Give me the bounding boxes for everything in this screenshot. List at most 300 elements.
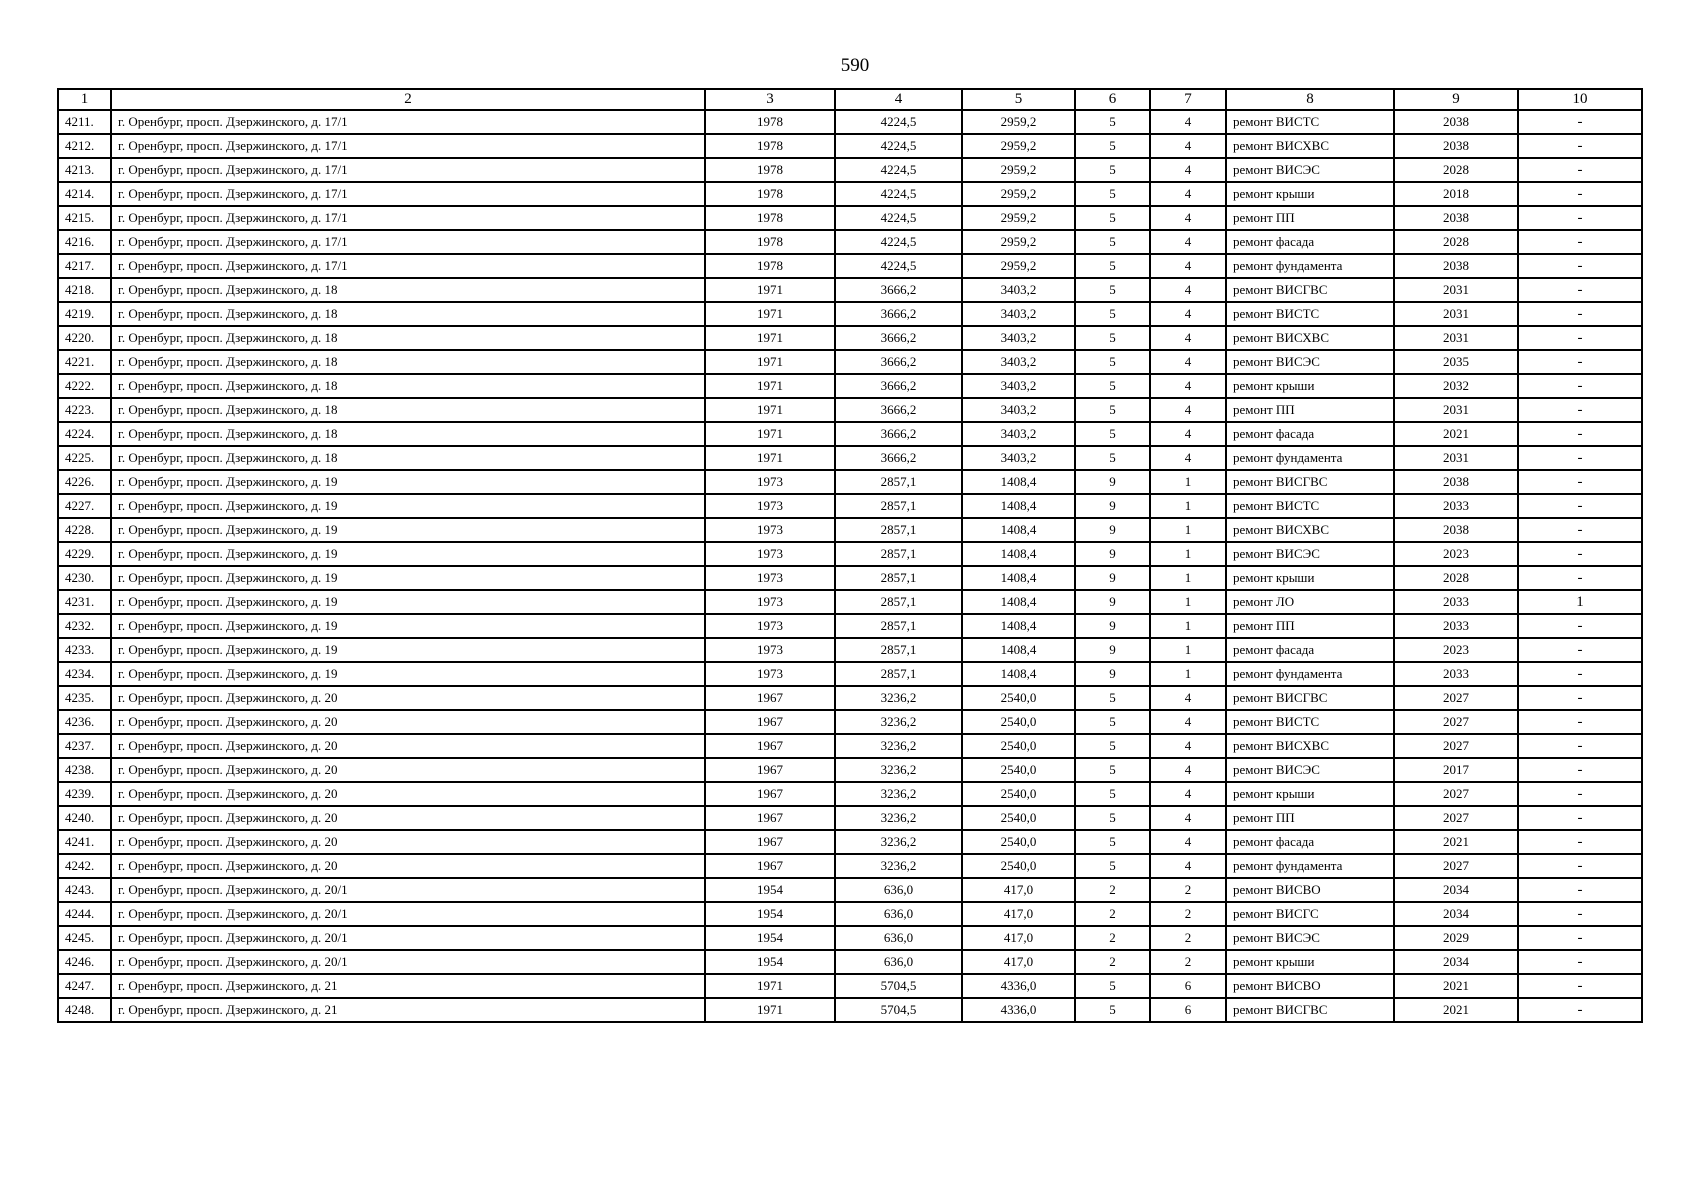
living-area-cell: 1408,4: [962, 470, 1075, 494]
planned-year-cell: 2018: [1394, 182, 1518, 206]
floors-cell: 5: [1075, 734, 1150, 758]
entrances-cell: 4: [1150, 686, 1226, 710]
col10-cell: -: [1518, 974, 1642, 998]
year-cell: 1973: [705, 638, 835, 662]
planned-year-cell: 2035: [1394, 350, 1518, 374]
work-type-cell: ремонт ВИСГВС: [1226, 686, 1394, 710]
entrances-cell: 4: [1150, 350, 1226, 374]
table-row: [58, 998, 1642, 1022]
year-cell: 1971: [705, 302, 835, 326]
total-area-cell: 3666,2: [835, 278, 962, 302]
header-cell: 2: [111, 89, 705, 110]
col10-cell: -: [1518, 950, 1642, 974]
col10-cell: -: [1518, 638, 1642, 662]
floors-cell: 2: [1075, 878, 1150, 902]
work-type-cell: ремонт фасада: [1226, 230, 1394, 254]
planned-year-cell: 2021: [1394, 422, 1518, 446]
address-cell: г. Оренбург, просп. Дзержинского, д. 20: [111, 734, 705, 758]
header-cell: 4: [835, 89, 962, 110]
year-cell: 1971: [705, 446, 835, 470]
row-number: 4234.: [58, 662, 111, 686]
col10-cell: -: [1518, 182, 1642, 206]
row-number: 4233.: [58, 638, 111, 662]
col10-cell: -: [1518, 350, 1642, 374]
work-type-cell: ремонт ВИСТС: [1226, 110, 1394, 134]
floors-cell: 9: [1075, 518, 1150, 542]
entrances-cell: 4: [1150, 374, 1226, 398]
entrances-cell: 4: [1150, 806, 1226, 830]
address-cell: г. Оренбург, просп. Дзержинского, д. 19: [111, 662, 705, 686]
total-area-cell: 2857,1: [835, 662, 962, 686]
address-cell: г. Оренбург, просп. Дзержинского, д. 18: [111, 302, 705, 326]
work-type-cell: ремонт ВИСЭС: [1226, 158, 1394, 182]
row-number: 4248.: [58, 998, 111, 1022]
planned-year-cell: 2027: [1394, 806, 1518, 830]
year-cell: 1971: [705, 278, 835, 302]
address-cell: г. Оренбург, просп. Дзержинского, д. 17/1: [111, 230, 705, 254]
entrances-cell: 1: [1150, 638, 1226, 662]
floors-cell: 5: [1075, 422, 1150, 446]
header-cell: 10: [1518, 89, 1642, 110]
address-cell: г. Оренбург, просп. Дзержинского, д. 20: [111, 710, 705, 734]
work-type-cell: ремонт ВИСХВС: [1226, 734, 1394, 758]
address-cell: г. Оренбург, просп. Дзержинского, д. 18: [111, 350, 705, 374]
address-cell: г. Оренбург, просп. Дзержинского, д. 19: [111, 494, 705, 518]
row-number: 4225.: [58, 446, 111, 470]
total-area-cell: 3666,2: [835, 302, 962, 326]
row-number: 4246.: [58, 950, 111, 974]
address-cell: г. Оренбург, просп. Дзержинского, д. 19: [111, 614, 705, 638]
living-area-cell: 2540,0: [962, 854, 1075, 878]
address-cell: г. Оренбург, просп. Дзержинского, д. 20/1: [111, 902, 705, 926]
address-cell: г. Оренбург, просп. Дзержинского, д. 20/1: [111, 926, 705, 950]
work-type-cell: ремонт ВИСХВС: [1226, 326, 1394, 350]
entrances-cell: 2: [1150, 950, 1226, 974]
living-area-cell: 3403,2: [962, 422, 1075, 446]
address-cell: г. Оренбург, просп. Дзержинского, д. 21: [111, 998, 705, 1022]
table-row: [58, 542, 1642, 566]
entrances-cell: 1: [1150, 494, 1226, 518]
col10-cell: 1: [1518, 590, 1642, 614]
living-area-cell: 2959,2: [962, 110, 1075, 134]
row-number: 4213.: [58, 158, 111, 182]
entrances-cell: 4: [1150, 422, 1226, 446]
living-area-cell: 417,0: [962, 902, 1075, 926]
floors-cell: 2: [1075, 926, 1150, 950]
address-cell: г. Оренбург, просп. Дзержинского, д. 18: [111, 398, 705, 422]
living-area-cell: 3403,2: [962, 278, 1075, 302]
planned-year-cell: 2027: [1394, 710, 1518, 734]
work-type-cell: ремонт ПП: [1226, 614, 1394, 638]
living-area-cell: 2540,0: [962, 758, 1075, 782]
col10-cell: -: [1518, 134, 1642, 158]
year-cell: 1971: [705, 350, 835, 374]
year-cell: 1973: [705, 662, 835, 686]
work-type-cell: ремонт ПП: [1226, 206, 1394, 230]
table-row: [58, 158, 1642, 182]
address-cell: г. Оренбург, просп. Дзержинского, д. 19: [111, 638, 705, 662]
col10-cell: -: [1518, 806, 1642, 830]
row-number: 4243.: [58, 878, 111, 902]
table-row: [58, 854, 1642, 878]
work-type-cell: ремонт крыши: [1226, 950, 1394, 974]
table-row: [58, 782, 1642, 806]
living-area-cell: 417,0: [962, 926, 1075, 950]
entrances-cell: 4: [1150, 326, 1226, 350]
address-cell: г. Оренбург, просп. Дзержинского, д. 19: [111, 566, 705, 590]
address-cell: г. Оренбург, просп. Дзержинского, д. 20/1: [111, 950, 705, 974]
living-area-cell: 1408,4: [962, 614, 1075, 638]
planned-year-cell: 2033: [1394, 662, 1518, 686]
year-cell: 1967: [705, 734, 835, 758]
row-number: 4232.: [58, 614, 111, 638]
row-number: 4247.: [58, 974, 111, 998]
col10-cell: -: [1518, 278, 1642, 302]
col10-cell: -: [1518, 422, 1642, 446]
planned-year-cell: 2034: [1394, 950, 1518, 974]
table-row: [58, 830, 1642, 854]
col10-cell: -: [1518, 374, 1642, 398]
living-area-cell: 1408,4: [962, 494, 1075, 518]
work-type-cell: ремонт ВИСВО: [1226, 974, 1394, 998]
header-cell: 9: [1394, 89, 1518, 110]
row-number: 4236.: [58, 710, 111, 734]
work-type-cell: ремонт крыши: [1226, 782, 1394, 806]
total-area-cell: 3666,2: [835, 398, 962, 422]
work-type-cell: ремонт ВИСЭС: [1226, 350, 1394, 374]
floors-cell: 9: [1075, 542, 1150, 566]
work-type-cell: ремонт фасада: [1226, 422, 1394, 446]
table-row: [58, 374, 1642, 398]
year-cell: 1954: [705, 950, 835, 974]
year-cell: 1971: [705, 998, 835, 1022]
row-number: 4231.: [58, 590, 111, 614]
work-type-cell: ремонт ВИСГВС: [1226, 998, 1394, 1022]
year-cell: 1973: [705, 614, 835, 638]
entrances-cell: 6: [1150, 998, 1226, 1022]
entrances-cell: 4: [1150, 254, 1226, 278]
total-area-cell: 5704,5: [835, 974, 962, 998]
entrances-cell: 4: [1150, 158, 1226, 182]
total-area-cell: 4224,5: [835, 110, 962, 134]
table-row: [58, 134, 1642, 158]
row-number: 4226.: [58, 470, 111, 494]
address-cell: г. Оренбург, просп. Дзержинского, д. 19: [111, 590, 705, 614]
living-area-cell: 417,0: [962, 950, 1075, 974]
floors-cell: 5: [1075, 782, 1150, 806]
planned-year-cell: 2033: [1394, 494, 1518, 518]
floors-cell: 9: [1075, 566, 1150, 590]
planned-year-cell: 2031: [1394, 446, 1518, 470]
planned-year-cell: 2027: [1394, 782, 1518, 806]
col10-cell: -: [1518, 902, 1642, 926]
col10-cell: -: [1518, 854, 1642, 878]
address-cell: г. Оренбург, просп. Дзержинского, д. 18: [111, 278, 705, 302]
living-area-cell: 3403,2: [962, 302, 1075, 326]
row-number: 4238.: [58, 758, 111, 782]
address-cell: г. Оренбург, просп. Дзержинского, д. 17/1: [111, 254, 705, 278]
row-number: 4217.: [58, 254, 111, 278]
total-area-cell: 2857,1: [835, 590, 962, 614]
planned-year-cell: 2032: [1394, 374, 1518, 398]
total-area-cell: 4224,5: [835, 134, 962, 158]
year-cell: 1954: [705, 926, 835, 950]
entrances-cell: 2: [1150, 926, 1226, 950]
total-area-cell: 2857,1: [835, 518, 962, 542]
year-cell: 1978: [705, 158, 835, 182]
table-row: [58, 230, 1642, 254]
entrances-cell: 1: [1150, 566, 1226, 590]
entrances-cell: 4: [1150, 830, 1226, 854]
table-row: [58, 302, 1642, 326]
address-cell: г. Оренбург, просп. Дзержинского, д. 18: [111, 446, 705, 470]
work-type-cell: ремонт фундамента: [1226, 854, 1394, 878]
table-row: [58, 950, 1642, 974]
planned-year-cell: 2017: [1394, 758, 1518, 782]
planned-year-cell: 2038: [1394, 206, 1518, 230]
total-area-cell: 5704,5: [835, 998, 962, 1022]
col10-cell: -: [1518, 110, 1642, 134]
floors-cell: 5: [1075, 326, 1150, 350]
year-cell: 1973: [705, 470, 835, 494]
year-cell: 1967: [705, 686, 835, 710]
planned-year-cell: 2031: [1394, 278, 1518, 302]
total-area-cell: 3236,2: [835, 782, 962, 806]
planned-year-cell: 2029: [1394, 926, 1518, 950]
year-cell: 1971: [705, 374, 835, 398]
planned-year-cell: 2021: [1394, 998, 1518, 1022]
address-cell: г. Оренбург, просп. Дзержинского, д. 18: [111, 422, 705, 446]
living-area-cell: 2959,2: [962, 206, 1075, 230]
row-number: 4229.: [58, 542, 111, 566]
year-cell: 1967: [705, 758, 835, 782]
page-number: 590: [840, 55, 870, 76]
living-area-cell: 4336,0: [962, 998, 1075, 1022]
entrances-cell: 4: [1150, 230, 1226, 254]
year-cell: 1967: [705, 782, 835, 806]
total-area-cell: 2857,1: [835, 614, 962, 638]
col10-cell: -: [1518, 662, 1642, 686]
total-area-cell: 3666,2: [835, 446, 962, 470]
row-number: 4245.: [58, 926, 111, 950]
floors-cell: 5: [1075, 446, 1150, 470]
total-area-cell: 3236,2: [835, 758, 962, 782]
entrances-cell: 4: [1150, 710, 1226, 734]
total-area-cell: 636,0: [835, 902, 962, 926]
col10-cell: -: [1518, 158, 1642, 182]
work-type-cell: ремонт ПП: [1226, 806, 1394, 830]
col10-cell: -: [1518, 446, 1642, 470]
total-area-cell: 4224,5: [835, 158, 962, 182]
living-area-cell: 1408,4: [962, 638, 1075, 662]
address-cell: г. Оренбург, просп. Дзержинского, д. 17/1: [111, 134, 705, 158]
total-area-cell: 3236,2: [835, 854, 962, 878]
floors-cell: 9: [1075, 590, 1150, 614]
row-number: 4214.: [58, 182, 111, 206]
row-number: 4242.: [58, 854, 111, 878]
table-row: [58, 110, 1642, 134]
work-type-cell: ремонт ПП: [1226, 398, 1394, 422]
col10-cell: -: [1518, 542, 1642, 566]
row-number: 4230.: [58, 566, 111, 590]
total-area-cell: 3666,2: [835, 350, 962, 374]
work-type-cell: ремонт ЛО: [1226, 590, 1394, 614]
floors-cell: 9: [1075, 662, 1150, 686]
table-row: [58, 878, 1642, 902]
col10-cell: -: [1518, 254, 1642, 278]
register-table: [57, 88, 1643, 1023]
row-number: 4212.: [58, 134, 111, 158]
table-row: [58, 614, 1642, 638]
header-cell: 1: [58, 89, 111, 110]
work-type-cell: ремонт ВИСЭС: [1226, 542, 1394, 566]
planned-year-cell: 2038: [1394, 470, 1518, 494]
entrances-cell: 2: [1150, 878, 1226, 902]
work-type-cell: ремонт ВИСГС: [1226, 902, 1394, 926]
address-cell: г. Оренбург, просп. Дзержинского, д. 20: [111, 854, 705, 878]
work-type-cell: ремонт ВИСГВС: [1226, 470, 1394, 494]
row-number: 4220.: [58, 326, 111, 350]
address-cell: г. Оренбург, просп. Дзержинского, д. 18: [111, 326, 705, 350]
planned-year-cell: 2038: [1394, 518, 1518, 542]
year-cell: 1973: [705, 566, 835, 590]
work-type-cell: ремонт ВИСХВС: [1226, 134, 1394, 158]
floors-cell: 5: [1075, 254, 1150, 278]
address-cell: г. Оренбург, просп. Дзержинского, д. 20/1: [111, 878, 705, 902]
floors-cell: 5: [1075, 206, 1150, 230]
planned-year-cell: 2023: [1394, 542, 1518, 566]
address-cell: г. Оренбург, просп. Дзержинского, д. 20: [111, 686, 705, 710]
work-type-cell: ремонт ВИСТС: [1226, 710, 1394, 734]
table-row: [58, 734, 1642, 758]
year-cell: 1978: [705, 206, 835, 230]
total-area-cell: 3236,2: [835, 686, 962, 710]
entrances-cell: 6: [1150, 974, 1226, 998]
col10-cell: -: [1518, 302, 1642, 326]
work-type-cell: ремонт крыши: [1226, 566, 1394, 590]
floors-cell: 5: [1075, 686, 1150, 710]
planned-year-cell: 2033: [1394, 590, 1518, 614]
year-cell: 1971: [705, 974, 835, 998]
planned-year-cell: 2027: [1394, 854, 1518, 878]
total-area-cell: 3236,2: [835, 734, 962, 758]
total-area-cell: 3236,2: [835, 830, 962, 854]
work-type-cell: ремонт фасада: [1226, 830, 1394, 854]
row-number: 4224.: [58, 422, 111, 446]
floors-cell: 5: [1075, 854, 1150, 878]
living-area-cell: 2959,2: [962, 134, 1075, 158]
table-row: [58, 662, 1642, 686]
table-row: [58, 470, 1642, 494]
living-area-cell: 2959,2: [962, 254, 1075, 278]
year-cell: 1973: [705, 590, 835, 614]
living-area-cell: 3403,2: [962, 374, 1075, 398]
col10-cell: -: [1518, 926, 1642, 950]
floors-cell: 9: [1075, 614, 1150, 638]
header-row: [58, 89, 1642, 110]
living-area-cell: 2959,2: [962, 230, 1075, 254]
planned-year-cell: 2031: [1394, 398, 1518, 422]
address-cell: г. Оренбург, просп. Дзержинского, д. 20: [111, 806, 705, 830]
work-type-cell: ремонт фасада: [1226, 638, 1394, 662]
work-type-cell: ремонт фундамента: [1226, 662, 1394, 686]
entrances-cell: 4: [1150, 446, 1226, 470]
work-type-cell: ремонт ВИСХВС: [1226, 518, 1394, 542]
work-type-cell: ремонт фундамента: [1226, 446, 1394, 470]
col10-cell: -: [1518, 206, 1642, 230]
planned-year-cell: 2031: [1394, 302, 1518, 326]
col10-cell: -: [1518, 758, 1642, 782]
floors-cell: 9: [1075, 494, 1150, 518]
col10-cell: -: [1518, 998, 1642, 1022]
table-row: [58, 902, 1642, 926]
floors-cell: 5: [1075, 398, 1150, 422]
living-area-cell: 2540,0: [962, 806, 1075, 830]
table-row: [58, 590, 1642, 614]
year-cell: 1967: [705, 710, 835, 734]
total-area-cell: 3666,2: [835, 326, 962, 350]
table-row: [58, 710, 1642, 734]
floors-cell: 2: [1075, 950, 1150, 974]
planned-year-cell: 2028: [1394, 566, 1518, 590]
total-area-cell: 4224,5: [835, 254, 962, 278]
floors-cell: 9: [1075, 638, 1150, 662]
planned-year-cell: 2034: [1394, 878, 1518, 902]
living-area-cell: 2540,0: [962, 686, 1075, 710]
living-area-cell: 3403,2: [962, 446, 1075, 470]
floors-cell: 5: [1075, 974, 1150, 998]
floors-cell: 5: [1075, 758, 1150, 782]
table-row: [58, 350, 1642, 374]
table-row: [58, 758, 1642, 782]
col10-cell: -: [1518, 686, 1642, 710]
table-row: [58, 974, 1642, 998]
table-row: [58, 398, 1642, 422]
total-area-cell: 3666,2: [835, 374, 962, 398]
floors-cell: 5: [1075, 374, 1150, 398]
col10-cell: -: [1518, 710, 1642, 734]
living-area-cell: 2540,0: [962, 734, 1075, 758]
address-cell: г. Оренбург, просп. Дзержинского, д. 20: [111, 830, 705, 854]
table-row: [58, 806, 1642, 830]
header-cell: 3: [705, 89, 835, 110]
address-cell: г. Оренбург, просп. Дзержинского, д. 17/1: [111, 110, 705, 134]
work-type-cell: ремонт ВИСГВС: [1226, 278, 1394, 302]
year-cell: 1967: [705, 830, 835, 854]
year-cell: 1978: [705, 254, 835, 278]
table-row: [58, 326, 1642, 350]
planned-year-cell: 2033: [1394, 614, 1518, 638]
planned-year-cell: 2021: [1394, 974, 1518, 998]
row-number: 4237.: [58, 734, 111, 758]
planned-year-cell: 2023: [1394, 638, 1518, 662]
entrances-cell: 1: [1150, 590, 1226, 614]
entrances-cell: 4: [1150, 782, 1226, 806]
living-area-cell: 2959,2: [962, 158, 1075, 182]
entrances-cell: 4: [1150, 854, 1226, 878]
address-cell: г. Оренбург, просп. Дзержинского, д. 17/1: [111, 182, 705, 206]
planned-year-cell: 2038: [1394, 110, 1518, 134]
year-cell: 1978: [705, 134, 835, 158]
living-area-cell: 2959,2: [962, 182, 1075, 206]
entrances-cell: 1: [1150, 518, 1226, 542]
table-row: [58, 494, 1642, 518]
floors-cell: 5: [1075, 710, 1150, 734]
total-area-cell: 3236,2: [835, 806, 962, 830]
entrances-cell: 4: [1150, 302, 1226, 326]
row-number: 4239.: [58, 782, 111, 806]
living-area-cell: 1408,4: [962, 542, 1075, 566]
